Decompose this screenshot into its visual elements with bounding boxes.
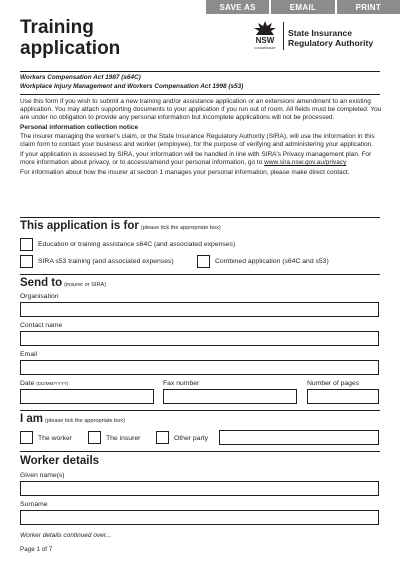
divider (20, 94, 380, 95)
intro-text (20, 98, 382, 178)
section-title: This application is for (20, 220, 139, 232)
divider (20, 274, 380, 275)
checkbox-label: Combined application (s64C and s53) (215, 258, 329, 265)
other-party-field[interactable] (219, 430, 379, 445)
checkbox-label: SIRA s53 training (and associated expenses) (38, 258, 174, 265)
logo-line-1: State Insurance (288, 28, 352, 38)
privacy-link[interactable]: www.sira.nsw.gov.au/privacy (264, 159, 347, 167)
section-title: Send to (20, 277, 63, 289)
act-2: Workplace Injury Management and Workers Compensation Act 1998 (s53) (20, 82, 244, 90)
section-title: I am (20, 413, 44, 425)
section-note: (please tick the appropriate box) (140, 225, 221, 231)
title-line-1: Training (20, 17, 94, 38)
date-label (20, 380, 68, 387)
intro-paragraph-1: Use this form if you wish to submit a new training and/or assistance application or an extension/ amendment to an existing application. You may attach supporting documents to your application if you run out of room. All fields must be completed. You are under no obligation to provide any personal information but incomplete applications will not be processed. (20, 98, 382, 122)
organisation-field[interactable] (20, 302, 379, 317)
print-button[interactable]: PRINT (337, 0, 400, 14)
toolbar (206, 0, 400, 14)
given-names-label: Given name(s) (20, 472, 65, 479)
organisation-label: Organisation (20, 293, 59, 300)
nsw-sira-logo (252, 20, 382, 54)
checkbox-insurer[interactable] (88, 431, 101, 444)
contact-name-label: Contact name (20, 322, 63, 329)
intro-paragraph-2: The insurer managing the worker's claim, or the State Insurance Regulatory Authority (SIRA), will use the information in this claim form to contact your business and worker (employee), for the purpose of verifying and administering your application. (20, 133, 375, 149)
page-title (20, 17, 170, 59)
email-label: Email (20, 351, 37, 358)
fax-field[interactable] (163, 389, 297, 404)
divider (20, 410, 380, 411)
legislation-list (20, 71, 380, 91)
intro-paragraph-4: For information about how the insurer at section 1 manages your personal information, please make direct contact. (20, 168, 350, 176)
date-format-hint: (DD/MM/YYYY) (36, 381, 69, 386)
logo-divider (283, 22, 284, 50)
email-button[interactable]: EMAIL (271, 0, 334, 14)
contact-name-field[interactable] (20, 331, 379, 346)
page-number: Page 1 of 7 (20, 546, 53, 553)
title-line-2: application (20, 38, 121, 59)
surname-label: Surname (20, 501, 48, 508)
checkbox-sira-s53[interactable] (20, 255, 33, 268)
checkbox-worker[interactable] (20, 431, 33, 444)
surname-field[interactable] (20, 510, 379, 525)
pages-field[interactable] (307, 389, 379, 404)
pages-label: Number of pages (307, 380, 360, 387)
fax-label: Fax number (163, 380, 200, 387)
logo-government-text: GOVERNMENT (254, 46, 276, 50)
section-note: (insurer or SIRA) (64, 282, 107, 288)
divider (20, 217, 380, 218)
divider (20, 451, 380, 452)
privacy-heading: Personal information collection notice (20, 123, 139, 131)
section-send-to (20, 277, 106, 289)
email-field[interactable] (20, 360, 379, 375)
intro-paragraph-3 (20, 151, 382, 167)
checkbox-education-training[interactable] (20, 238, 33, 251)
logo-line-2: Regulatory Authority (288, 38, 374, 48)
section-note: (please tick the appropriate box) (45, 418, 125, 424)
checkbox-label: Other party (174, 435, 208, 442)
intro-paragraph-3-text: If your application is assessed by SIRA, your information will be handled in line with SIRA's Privacy management plan. For more information about privacy, or to access/amend your personal information, go to (20, 151, 372, 167)
section-application-for (20, 220, 221, 232)
continued-note: Worker details continued over... (20, 532, 112, 539)
section-worker-details: Worker details (20, 455, 100, 467)
logo-nsw-text: NSW (255, 36, 275, 45)
checkbox-combined[interactable] (197, 255, 210, 268)
checkbox-label: Education or training assistance s64C (and associated expenses) (38, 241, 236, 248)
logo-authority-name (288, 28, 388, 48)
checkbox-other-party[interactable] (156, 431, 169, 444)
date-label-text: Date (20, 380, 35, 387)
save-as-button[interactable]: SAVE AS (206, 0, 269, 14)
given-names-field[interactable] (20, 481, 379, 496)
section-i-am (20, 413, 125, 425)
date-field[interactable] (20, 389, 154, 404)
checkbox-label: The worker (38, 435, 72, 442)
checkbox-label: The insurer (106, 435, 141, 442)
act-1: Workers Compensation Act 1987 (s64C) (20, 74, 141, 81)
